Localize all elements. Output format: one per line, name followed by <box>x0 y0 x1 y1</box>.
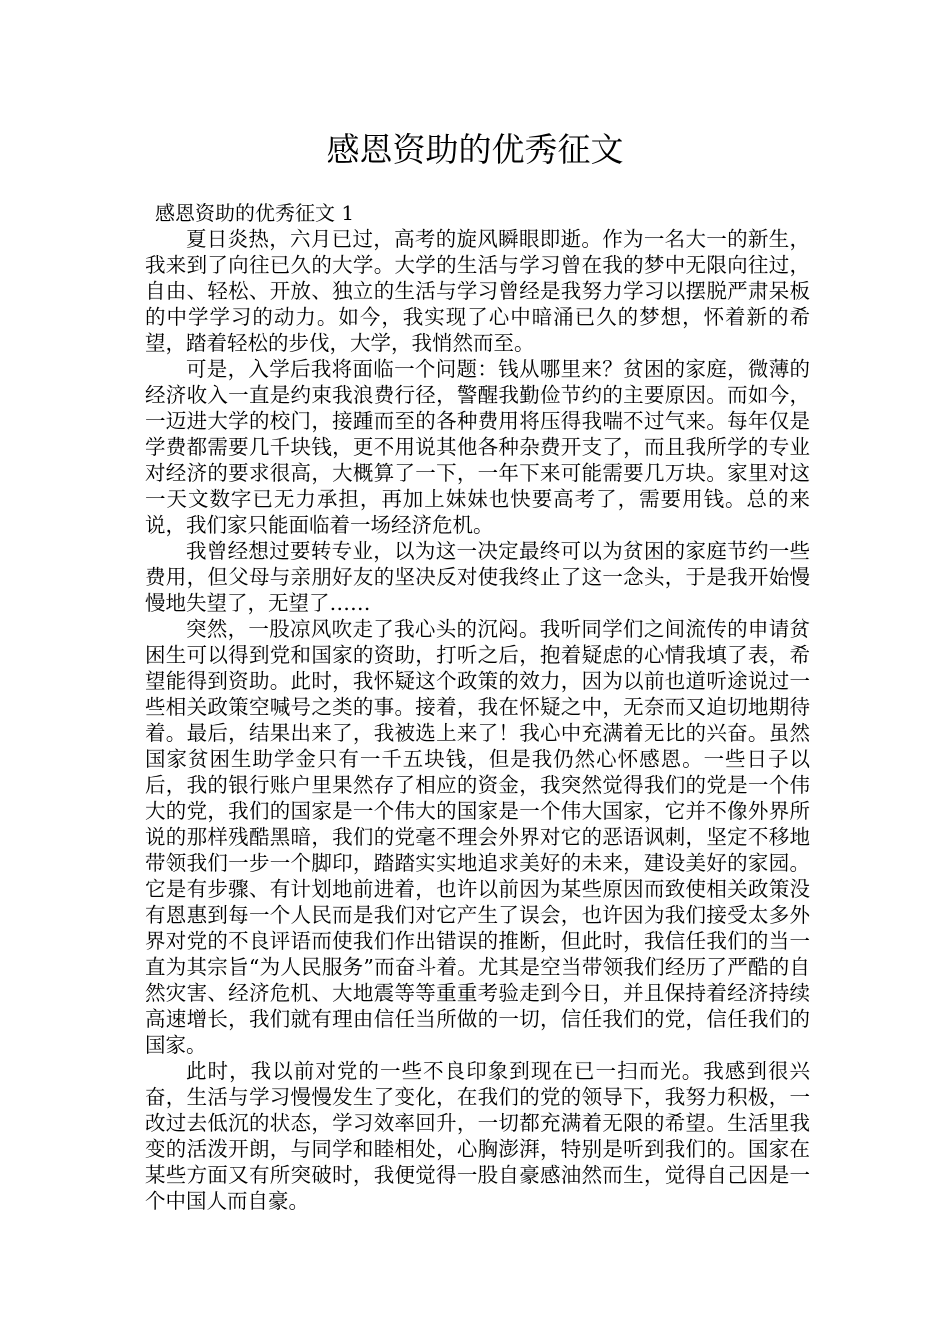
section-heading: 感恩资助的优秀征文 1 <box>155 201 355 225</box>
paragraph-3: 我曾经想过要转专业，以为这一决定最终可以为贫困的家庭节约一些费用，但父母与亲朋好友的坚决反对使我终止了这一念头，于是我开始慢慢地失望了，无望了…… <box>145 539 810 615</box>
paragraph-2: 可是，入学后我将面临一个问题：钱从哪里来？贫困的家庭，微薄的经济收入一直是约束我浪费行径，警醒我勤俭节约的主要原因。而如今，一迈进大学的校门，接踵而至的各种费用将压得我喘不过气来。每年仅是学费都需要几千块钱，更不用说其他各种杂费开支了，而且我所学的专业对经济的要求很高，大概算了一下，一年下来可能需要几万块。家里对这一天文数字已无力承担，再加上妹妹也快要高考了，需要用钱。总的来说，我们家只能面临着一场经济危机。 <box>145 357 810 537</box>
paragraph-5: 此时，我以前对党的一些不良印象到现在已一扫而光。我感到很兴奋，生活与学习慢慢发生了变化，在我们的党的领导下，我努力积极，一改过去低沉的状态，学习效率回升，一切都充满着无限的希望。生活里我变的活泼开朗，与同学和睦相处，心胸澎湃，特别是听到我们的。国家在某些方面又有所突破时，我便觉得一股自豪感油然而生，觉得自己因是一个中国人而自豪。 <box>145 1059 810 1213</box>
document-body <box>145 226 810 1214</box>
document-title: 感恩资助的优秀征文 <box>326 130 624 169</box>
paragraph-1: 夏日炎热，六月已过，高考的旋风瞬眼即逝。作为一名大一的新生，我来到了向往已久的大学。大学的生活与学习曾在我的梦中无限向往过，自由、轻松、开放、独立的生活与学习曾经是我努力学习以摆脱严肃呆板的中学学习的动力。如今，我实现了心中暗涌已久的梦想，怀着新的希望，踏着轻松的步伐，大学，我悄然而至。 <box>145 227 810 355</box>
paragraph-4: 突然，一股凉风吹走了我心头的沉闷。我听同学们之间流传的申请贫困生可以得到党和国家的资助，打听之后，抱着疑虑的心情我填了表，希望能得到资助。此时，我怀疑这个政策的效力，因为以前也道听途说过一些相关政策空喊号之类的事。接着，我在怀疑之中，无奈而又迫切地期待着。最后，结果出来了，我被选上来了！我心中充满着无比的兴奋。虽然国家贫困生助学金只有一千五块钱，但是我仍然心怀感恩。一些日子以后，我的银行账户里果然存了相应的资金，我突然觉得我们的党是一个伟大的党，我们的国家是一个伟大的国家是一个伟大国家，它并不像外界所说的那样残酷黑暗，我们的党毫不理会外界对它的恶语讽刺，坚定不移地带领我们一步一个脚印，踏踏实实地追求美好的未来，建设美好的家园。它是有步骤、有计划地前进着，也许以前因为某些原因而致使相关政策没有恩惠到每一个人民而是我们对它产生了误会，也许因为我们接受太多外界对党的不良评语而使我们作出错误的推断，但此时，我信任我们的当一直为其宗旨“为人民服务”而奋斗着。尤其是空当带领我们经历了严酷的自然灾害、经济危机、大地震等等重重考验走到今日，并且保持着经济持续高速增长，我们就有理由信任当所做的一切，信任我们的党，信任我们的国家。 <box>145 617 810 1057</box>
